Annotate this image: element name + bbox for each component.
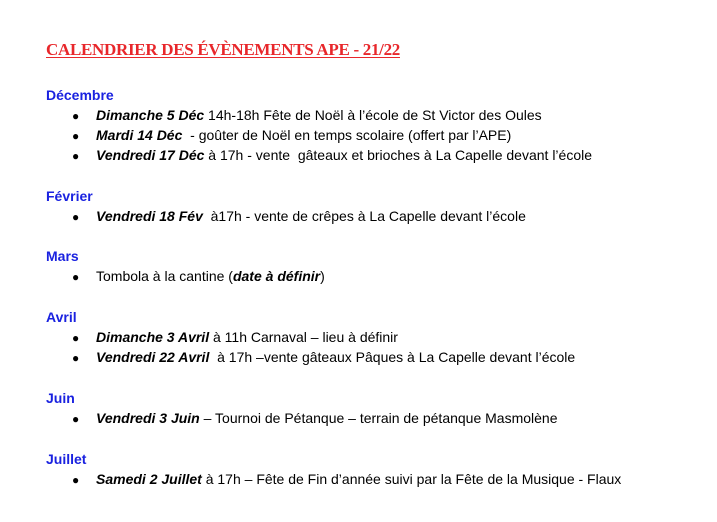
bullet-icon: ● xyxy=(72,129,80,143)
event-description: à 17h – Fête de Fin d’année suivi par la Fête de la Musique - Flaux xyxy=(201,471,622,487)
event-description: à 17h –vente gâteaux Pâques à La Capelle devant l’école xyxy=(209,349,576,365)
month-heading-juillet: Juillet xyxy=(46,451,87,467)
event-date: Mardi 14 Déc xyxy=(96,127,183,143)
event-description-prefix: Tombola à la cantine ( xyxy=(96,268,233,284)
event-description: - goûter de Noël en temps scolaire (offert par l’APE) xyxy=(182,127,512,143)
event-date: date à définir xyxy=(232,268,321,284)
bullet-icon: ● xyxy=(72,331,80,345)
bullet-icon: ● xyxy=(72,270,80,284)
month-heading-fevrier: Février xyxy=(46,188,93,204)
event-item xyxy=(72,107,542,123)
event-date: Vendredi 18 Fév xyxy=(96,208,203,224)
month-heading-juin: Juin xyxy=(46,390,75,406)
event-date: Dimanche 3 Avril xyxy=(96,329,210,345)
bullet-icon: ● xyxy=(72,473,80,487)
event-item xyxy=(72,147,592,163)
bullet-icon: ● xyxy=(72,109,80,123)
event-description: – Tournoi de Pétanque – terrain de pétanque Masmolène xyxy=(199,410,558,426)
event-description: ) xyxy=(320,268,325,284)
event-description: à17h - vente de crêpes à La Capelle devant l’école xyxy=(202,208,526,224)
month-heading-decembre: Décembre xyxy=(46,87,114,103)
bullet-icon: ● xyxy=(72,412,80,426)
page-title: CALENDRIER DES ÉVÈNEMENTS APE - 21/22 xyxy=(46,40,400,59)
bullet-icon: ● xyxy=(72,210,80,224)
event-date: Vendredi 3 Juin xyxy=(96,410,200,426)
event-item xyxy=(72,127,511,143)
event-item xyxy=(72,471,621,487)
event-date: Samedi 2 Juillet xyxy=(96,471,202,487)
event-item xyxy=(72,329,398,345)
bullet-icon: ● xyxy=(72,149,80,163)
month-heading-mars: Mars xyxy=(46,248,79,264)
bullet-icon: ● xyxy=(72,351,80,365)
event-date: Vendredi 17 Déc xyxy=(96,147,205,163)
month-heading-avril: Avril xyxy=(46,309,77,325)
event-item xyxy=(72,208,526,224)
event-description: 14h-18h Fête de Noël à l’école de St Victor des Oules xyxy=(204,107,542,123)
event-item xyxy=(72,349,575,365)
event-date: Dimanche 5 Déc xyxy=(96,107,205,123)
event-item xyxy=(72,268,325,284)
event-description: à 11h Carnaval – lieu à définir xyxy=(209,329,398,345)
event-item xyxy=(72,410,558,426)
event-description: à 17h - vente gâteaux et brioches à La Capelle devant l’école xyxy=(204,147,593,163)
event-date: Vendredi 22 Avril xyxy=(96,349,210,365)
